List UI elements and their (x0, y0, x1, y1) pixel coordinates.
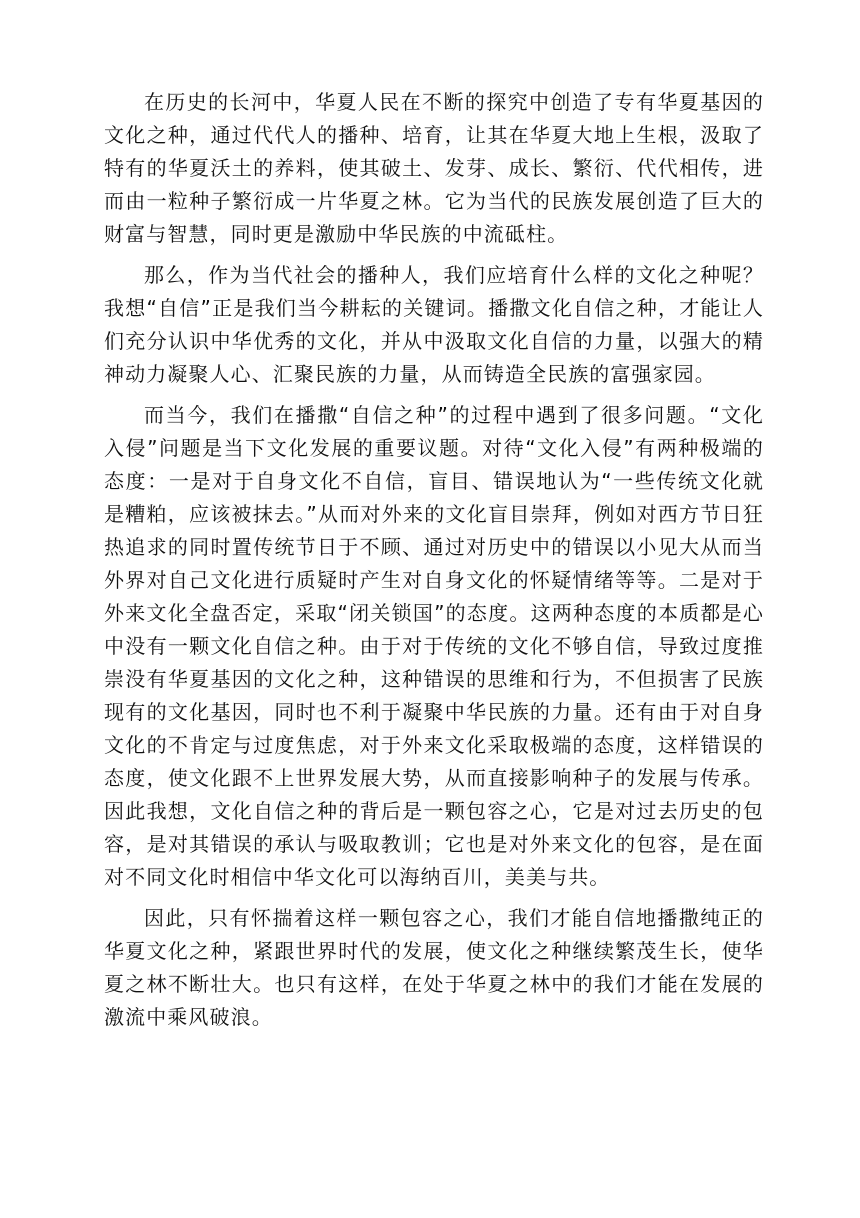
paragraph-2: 那么，作为当代社会的播种人，我们应培育什么样的文化之种呢？我想“自信”正是我们当今耕耘的关键词。播撒文化自信之种，才能让人们充分认识中华优秀的文化，并从中汲取文化自信的力量，以强大的精神动力凝聚人心、汇聚民族的力量，从而铸造全民族的富强家园。 (104, 263, 765, 386)
paragraph-3: 而当今，我们在播撒“自信之种”的过程中遇到了很多问题。“文化入侵”问题是当下文化发展的重要议题。对待“文化入侵”有两种极端的态度：一是对于自身文化不自信，盲目、错误地认为“一些传统文化就是糟粕，应该被抹去。”从而对外来的文化盲目崇拜，例如对西方节日狂热追求的同时置传统节日于不顾、通过对历史中的错误以小见大从而当外界对自己文化进行质疑时产生对自身文化的怀疑情绪等等。二是对于外来文化全盘否定，采取“闭关锁国”的态度。这两种态度的本质都是心中没有一颗文化自信之种。由于对于传统的文化不够自信，导致过度推崇没有华夏基因的文化之种，这种错误的思维和行为，不但损害了民族现有的文化基因，同时也不利于凝聚中华民族的力量。还有由于对自身文化的不肯定与过度焦虑，对于外来文化采取极端的态度，这样错误的态度，使文化跟不上世界发展大势，从而直接影响种子的发展与传承。因此我想，文化自信之种的背后是一颗包容之心，它是对过去历史的包容，是对其错误的承认与吸取教训；它也是对外来文化的包容，是在面对不同文化时相信中华文化可以海纳百川，美美与共。 (104, 403, 764, 889)
paragraph-1: 在历史的长河中，华夏人民在不断的探究中创造了专有华夏基因的文化之种，通过代代人的播种、培育，让其在华夏大地上生根，汲取了特有的华夏沃土的养料，使其破土、发芽、成长、繁衍、代代相传，进而由一粒种子繁衍成一片华夏之林。它为当代的民族发展创造了巨大的财富与智慧，同时更是激励中华民族的中流砥柱。 (104, 90, 764, 246)
paragraph-4: 因此，只有怀揣着这样一颗包容之心，我们才能自信地播撒纯正的华夏文化之种，紧跟世界时代的发展，使文化之种继续繁茂生长，使华夏之林不断壮大。也只有这样，在处于华夏之林中的我们才能在发展的激流中乘风破浪。 (104, 906, 764, 1029)
document-body (104, 86, 764, 1042)
